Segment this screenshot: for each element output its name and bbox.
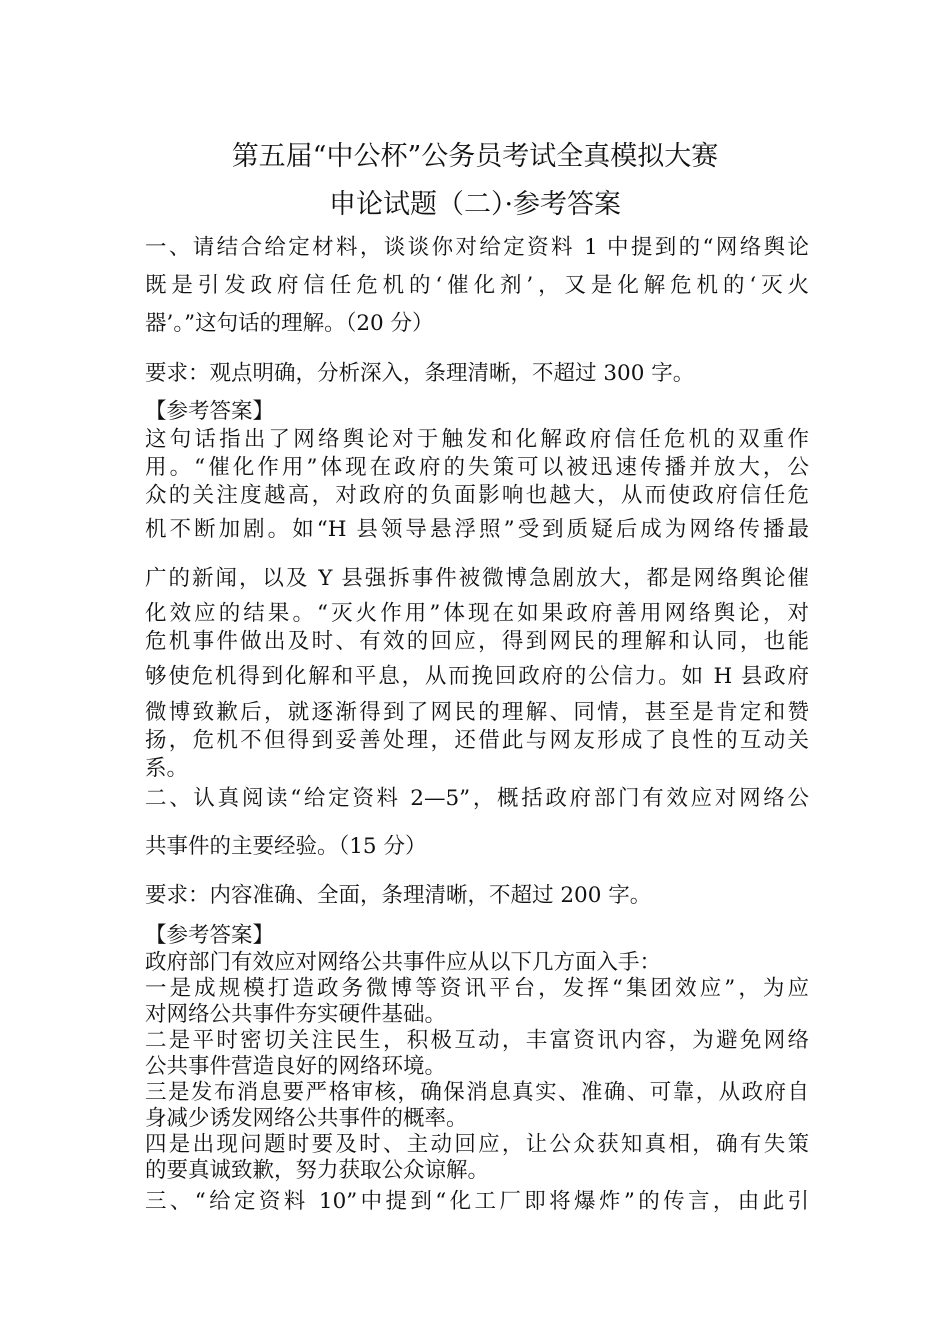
q1-answer-line-6: 化效应的结果。“灭火作用”体现在如果政府善用网络舆论，对 (145, 601, 809, 626)
q1-answer-line-11: 系。 (145, 756, 189, 781)
q2-answer-line-3: 对网络公共事件夯实硬件基础。 (145, 1002, 447, 1027)
q1-answer-line-4: 机不断加剧。如“H 县领导悬浮照”受到质疑后成为网络传播最 (145, 517, 809, 542)
q1-line-2: 既是引发政府信任危机的‘催化剂’，又是化解危机的‘灭火 (145, 273, 809, 298)
q1-answer-line-5: 广的新闻，以及 Y 县强拆事件被微博急剧放大，都是网络舆论催 (145, 566, 809, 591)
q2-answer-line-2: 一是成规模打造政务微博等资讯平台，发挥“集团效应”，为应 (145, 976, 809, 1001)
q2-answer-line-5: 公共事件营造良好的网络环境。 (145, 1054, 447, 1079)
q2-answer-line-4: 二是平时密切关注民生，积极互动，丰富资讯内容，为避免网络 (145, 1028, 809, 1053)
q2-answer-line-6: 三是发布消息要严格审核，确保消息真实、准确、可靠，从政府自 (145, 1080, 809, 1105)
q1-answer-line-3: 众的关注度越高，对政府的负面影响也越大，从而使政府信任危 (145, 483, 809, 508)
q2-requirement: 要求：内容准确、全面，条理清晰，不超过 200 字。 (145, 883, 652, 908)
q2-answer-line-8: 四是出现问题时要及时、主动回应，让公众获知真相，确有失策 (145, 1132, 809, 1157)
q1-answer-line-7: 危机事件做出及时、有效的回应，得到网民的理解和认同，也能 (145, 629, 809, 654)
q3-line-1: 三、“给定资料 10”中提到“化工厂即将爆炸”的传言，由此引 (145, 1189, 809, 1214)
q1-answer-line-1: 这句话指出了网络舆论对于触发和化解政府信任危机的双重作 (145, 427, 809, 452)
q2-answer-label: 【参考答案】 (145, 923, 275, 948)
q1-requirement: 要求：观点明确，分析深入，条理清晰，不超过 300 字。 (145, 361, 695, 386)
q2-answer-line-7: 身减少诱发网络公共事件的概率。 (145, 1106, 468, 1131)
q1-answer-label: 【参考答案】 (145, 399, 275, 424)
q2-answer-line-9: 的要真诚致歉，努力获取公众谅解。 (145, 1158, 490, 1183)
q1-line-1: 一、请结合给定材料，谈谈你对给定资料 1 中提到的“网络舆论 (145, 235, 809, 260)
q1-line-3: 器’。”这句话的理解。（20 分） (145, 311, 434, 336)
doc-title-line-1: 第五届“中公杯”公务员考试全真模拟大赛 (231, 141, 719, 172)
doc-title-line-2: 申论试题（二）·参考答案 (328, 189, 622, 220)
q1-answer-line-8: 够使危机得到化解和平息，从而挽回政府的公信力。如 H 县政府 (145, 664, 809, 689)
q1-answer-line-10: 扬，危机不但得到妥善处理，还借此与网友形成了良性的互动关 (145, 728, 809, 753)
q2-line-1: 二、认真阅读“给定资料 2—5”，概括政府部门有效应对网络公 (145, 786, 809, 811)
q1-answer-line-2: 用。“催化作用”体现在政府的失策可以被迅速传播并放大，公 (145, 455, 809, 480)
q2-line-2: 共事件的主要经验。（15 分） (145, 834, 427, 859)
q1-answer-line-9: 微博致歉后，就逐渐得到了网民的理解、同情，甚至是肯定和赞 (145, 700, 809, 725)
q2-answer-line-1: 政府部门有效应对网络公共事件应从以下几方面入手： (145, 950, 662, 975)
